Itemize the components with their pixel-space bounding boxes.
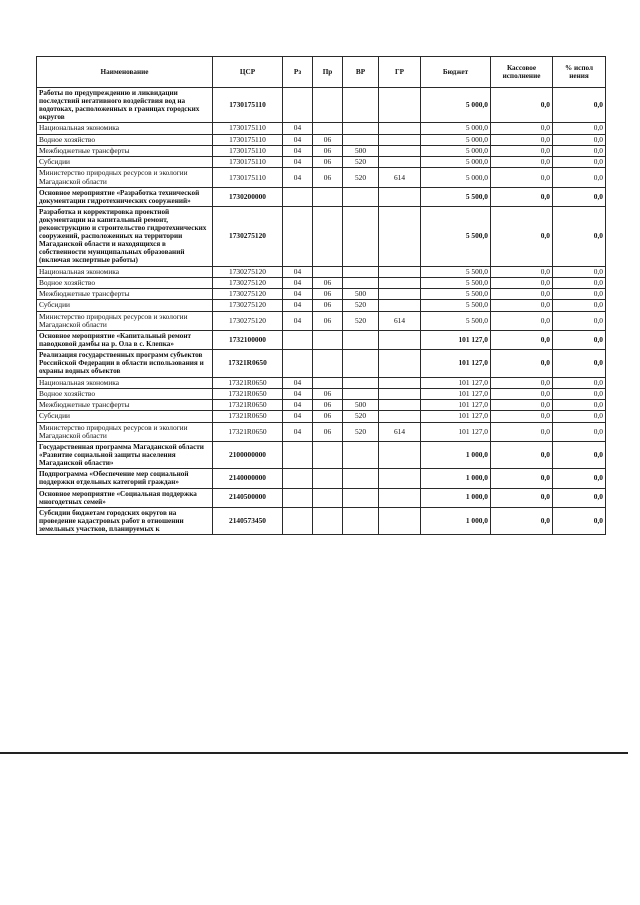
cell-gr [379,488,421,507]
cell-cash: 0,0 [491,411,553,422]
cell-pr [313,507,343,534]
table-row [37,300,606,311]
cell-vr [343,388,379,399]
cell-budget: 5 500,0 [421,277,491,288]
cell-budget: 101 127,0 [421,350,491,377]
table-row [37,187,606,206]
table-header-row [37,57,606,88]
cell-pct: 0,0 [553,311,606,331]
cell-csr: 17321R0650 [213,350,283,377]
cell-rz [283,331,313,350]
cell-cash: 0,0 [491,422,553,442]
header-rz: Рз [283,57,313,88]
cell-name: Министерство природных ресурсов и экологии Магаданской области [37,168,213,188]
cell-pct: 0,0 [553,88,606,123]
table-row [37,311,606,331]
cell-csr: 1730275120 [213,300,283,311]
cell-pr [313,377,343,388]
cell-budget: 5 000,0 [421,145,491,156]
cell-budget: 5 500,0 [421,300,491,311]
cell-name: Водное хозяйство [37,277,213,288]
cell-name: Министерство природных ресурсов и экологии Магаданской области [37,311,213,331]
cell-pct: 0,0 [553,422,606,442]
cell-pr: 06 [313,400,343,411]
cell-csr: 1730275120 [213,207,283,266]
table-row [37,168,606,188]
cell-gr [379,289,421,300]
cell-cash: 0,0 [491,207,553,266]
cell-cash: 0,0 [491,331,553,350]
table-row [37,442,606,469]
table-row [37,134,606,145]
cell-vr: 520 [343,411,379,422]
budget-table [36,56,606,535]
cell-rz: 04 [283,411,313,422]
cell-budget: 5 500,0 [421,311,491,331]
cell-pct: 0,0 [553,168,606,188]
table-row [37,400,606,411]
cell-name: Разработка и корректировка проектной документации на капитальный ремонт, реконструкцию и строительство гидротехнических сооружений, расположенных на территории Магаданской области и находящихся в собственности муниципальных образований (включая экспертные работы) [37,207,213,266]
cell-pct: 0,0 [553,411,606,422]
cell-pct: 0,0 [553,507,606,534]
cell-pct: 0,0 [553,488,606,507]
cell-pr: 06 [313,422,343,442]
cell-cash: 0,0 [491,289,553,300]
cell-budget: 5 000,0 [421,134,491,145]
cell-csr: 1730275120 [213,289,283,300]
cell-cash: 0,0 [491,157,553,168]
cell-budget: 1 000,0 [421,442,491,469]
cell-budget: 101 127,0 [421,411,491,422]
cell-csr: 1730175110 [213,88,283,123]
cell-rz: 04 [283,388,313,399]
cell-name: Реализация государственных программ субъектов Российской Федерации в области использования и охраны водных объектов [37,350,213,377]
cell-csr: 2140000000 [213,469,283,488]
cell-name: Субсидии [37,157,213,168]
cell-vr: 500 [343,400,379,411]
cell-csr: 2140573450 [213,507,283,534]
cell-cash: 0,0 [491,442,553,469]
cell-pr: 06 [313,277,343,288]
cell-vr: 520 [343,157,379,168]
cell-budget: 101 127,0 [421,388,491,399]
cell-gr [379,277,421,288]
table-row [37,289,606,300]
cell-rz: 04 [283,377,313,388]
cell-pct: 0,0 [553,187,606,206]
cell-name: Межбюджетные трансферты [37,400,213,411]
cell-cash: 0,0 [491,350,553,377]
cell-cash: 0,0 [491,388,553,399]
cell-pct: 0,0 [553,277,606,288]
cell-name: Водное хозяйство [37,134,213,145]
cell-vr [343,277,379,288]
cell-budget: 5 500,0 [421,207,491,266]
cell-rz [283,350,313,377]
cell-budget: 101 127,0 [421,400,491,411]
cell-cash: 0,0 [491,300,553,311]
cell-csr: 1730175110 [213,145,283,156]
cell-csr: 17321R0650 [213,388,283,399]
cell-csr: 17321R0650 [213,400,283,411]
cell-csr: 1730200000 [213,187,283,206]
cell-name: Национальная экономика [37,377,213,388]
cell-cash: 0,0 [491,145,553,156]
cell-pr: 06 [313,168,343,188]
cell-name: Национальная экономика [37,266,213,277]
cell-budget: 5 000,0 [421,168,491,188]
cell-name: Водное хозяйство [37,388,213,399]
table-body [37,88,606,535]
cell-pct: 0,0 [553,388,606,399]
header-name: Наименование [37,57,213,88]
cell-rz [283,207,313,266]
table-row [37,422,606,442]
cell-pr [313,469,343,488]
cell-csr: 1730175110 [213,157,283,168]
cell-budget: 1 000,0 [421,488,491,507]
header-gr: ГР [379,57,421,88]
cell-name: Работы по предупреждению и ликвидации последствий негативного воздействия вод на водотоках, расположенных в границах городских округов [37,88,213,123]
cell-gr [379,88,421,123]
cell-cash: 0,0 [491,266,553,277]
cell-name: Субсидии [37,300,213,311]
cell-budget: 101 127,0 [421,331,491,350]
table-row [37,277,606,288]
cell-name: Межбюджетные трансферты [37,145,213,156]
cell-cash: 0,0 [491,488,553,507]
cell-pct: 0,0 [553,289,606,300]
cell-pct: 0,0 [553,400,606,411]
cell-pct: 0,0 [553,350,606,377]
cell-gr [379,300,421,311]
cell-gr [379,331,421,350]
header-cash: Кассовое исполнение [491,57,553,88]
cell-pct: 0,0 [553,331,606,350]
cell-gr [379,442,421,469]
table-row [37,507,606,534]
cell-csr: 1730175110 [213,123,283,134]
cell-name: Национальная экономика [37,123,213,134]
cell-vr [343,442,379,469]
cell-gr [379,123,421,134]
cell-gr [379,377,421,388]
header-pr: Пр [313,57,343,88]
cell-pr [313,123,343,134]
cell-budget: 101 127,0 [421,422,491,442]
cell-vr [343,134,379,145]
cell-gr [379,400,421,411]
cell-cash: 0,0 [491,123,553,134]
cell-budget: 5 000,0 [421,88,491,123]
cell-csr: 1730275120 [213,277,283,288]
cell-pr [313,207,343,266]
cell-name: Субсидии бюджетам городских округов на проведение кадастровых работ в отношении земельных участков, планируемых к [37,507,213,534]
cell-budget: 1 000,0 [421,469,491,488]
table-row [37,377,606,388]
cell-gr [379,134,421,145]
cell-budget: 1 000,0 [421,507,491,534]
cell-rz [283,442,313,469]
cell-vr [343,469,379,488]
cell-csr: 17321R0650 [213,422,283,442]
cell-pct: 0,0 [553,377,606,388]
cell-budget: 5 500,0 [421,187,491,206]
cell-rz [283,488,313,507]
header-csr: ЦСР [213,57,283,88]
cell-pr: 06 [313,145,343,156]
cell-budget: 5 000,0 [421,123,491,134]
cell-rz [283,187,313,206]
cell-vr [343,488,379,507]
cell-pr [313,442,343,469]
cell-name: Субсидии [37,411,213,422]
cell-vr [343,507,379,534]
table-row [37,207,606,266]
cell-rz: 04 [283,400,313,411]
table-row [37,145,606,156]
cell-rz: 04 [283,134,313,145]
table-row [37,331,606,350]
cell-cash: 0,0 [491,507,553,534]
cell-rz: 04 [283,123,313,134]
cell-gr [379,187,421,206]
cell-rz [283,469,313,488]
cell-pr [313,187,343,206]
cell-budget: 5 000,0 [421,157,491,168]
cell-pr: 06 [313,157,343,168]
table-row [37,488,606,507]
cell-name: Основное мероприятие «Капитальный ремонт паводковой дамбы на р. Ола в с. Клепка» [37,331,213,350]
header-pct: % испол нения [553,57,606,88]
cell-gr [379,507,421,534]
cell-pr [313,88,343,123]
cell-csr: 17321R0650 [213,377,283,388]
cell-gr [379,411,421,422]
cell-rz [283,88,313,123]
cell-cash: 0,0 [491,168,553,188]
cell-csr: 2140500000 [213,488,283,507]
table-row [37,123,606,134]
cell-gr [379,266,421,277]
cell-vr [343,88,379,123]
cell-budget: 5 500,0 [421,289,491,300]
cell-pct: 0,0 [553,134,606,145]
table-row [37,388,606,399]
cell-gr [379,157,421,168]
cell-pct: 0,0 [553,123,606,134]
cell-pr: 06 [313,300,343,311]
cell-vr [343,266,379,277]
cell-vr: 500 [343,289,379,300]
table-row [37,350,606,377]
cell-vr [343,377,379,388]
header-vr: ВР [343,57,379,88]
cell-vr: 520 [343,311,379,331]
cell-rz: 04 [283,311,313,331]
cell-vr: 500 [343,145,379,156]
table-row [37,266,606,277]
cell-rz [283,507,313,534]
cell-name: Министерство природных ресурсов и экологии Магаданской области [37,422,213,442]
cell-vr [343,207,379,266]
cell-pr [313,488,343,507]
cell-vr [343,123,379,134]
cell-csr: 1730175110 [213,134,283,145]
cell-name: Основное мероприятие «Социальная поддержка многодетных семей» [37,488,213,507]
cell-rz: 04 [283,277,313,288]
cell-cash: 0,0 [491,400,553,411]
cell-rz: 04 [283,145,313,156]
cell-pr: 06 [313,411,343,422]
cell-gr [379,388,421,399]
table-row [37,88,606,123]
cell-rz: 04 [283,300,313,311]
cell-pr: 06 [313,311,343,331]
cell-csr: 2100000000 [213,442,283,469]
cell-cash: 0,0 [491,311,553,331]
table-row [37,469,606,488]
cell-csr: 1730275120 [213,266,283,277]
cell-gr [379,207,421,266]
table-row [37,411,606,422]
cell-rz: 04 [283,168,313,188]
cell-pr: 06 [313,388,343,399]
cell-cash: 0,0 [491,469,553,488]
cell-pr [313,350,343,377]
cell-rz: 04 [283,157,313,168]
table-row [37,157,606,168]
cell-pct: 0,0 [553,266,606,277]
cell-vr: 520 [343,422,379,442]
cell-vr: 520 [343,300,379,311]
cell-cash: 0,0 [491,377,553,388]
cell-name: Подпрограмма «Обеспечение мер социальной поддержки отдельных категорий граждан» [37,469,213,488]
cell-pr [313,331,343,350]
cell-pct: 0,0 [553,145,606,156]
cell-gr [379,469,421,488]
cell-pct: 0,0 [553,157,606,168]
cell-cash: 0,0 [491,88,553,123]
cell-name: Основное мероприятие «Разработка технической документации гидротехнических сооружений» [37,187,213,206]
cell-pct: 0,0 [553,207,606,266]
cell-vr [343,350,379,377]
cell-pct: 0,0 [553,469,606,488]
cell-pr [313,266,343,277]
cell-cash: 0,0 [491,277,553,288]
cell-gr: 614 [379,422,421,442]
cell-cash: 0,0 [491,187,553,206]
cell-cash: 0,0 [491,134,553,145]
header-budget: Бюджет [421,57,491,88]
cell-budget: 5 500,0 [421,266,491,277]
cell-vr [343,187,379,206]
cell-csr: 1730275120 [213,311,283,331]
cell-gr [379,350,421,377]
cell-gr: 614 [379,168,421,188]
cell-pct: 0,0 [553,442,606,469]
cell-pr: 06 [313,289,343,300]
cell-pct: 0,0 [553,300,606,311]
cell-name: Межбюджетные трансферты [37,289,213,300]
cell-vr [343,331,379,350]
cell-budget: 101 127,0 [421,377,491,388]
page-divider-line [0,752,628,754]
cell-csr: 1730175110 [213,168,283,188]
cell-vr: 520 [343,168,379,188]
cell-pr: 06 [313,134,343,145]
cell-rz: 04 [283,289,313,300]
cell-name: Государственная программа Магаданской области «Развитие социальной защиты населения Магаданской области» [37,442,213,469]
cell-csr: 17321R0650 [213,411,283,422]
cell-gr: 614 [379,311,421,331]
cell-rz: 04 [283,422,313,442]
cell-gr [379,145,421,156]
cell-rz: 04 [283,266,313,277]
cell-csr: 1732100000 [213,331,283,350]
